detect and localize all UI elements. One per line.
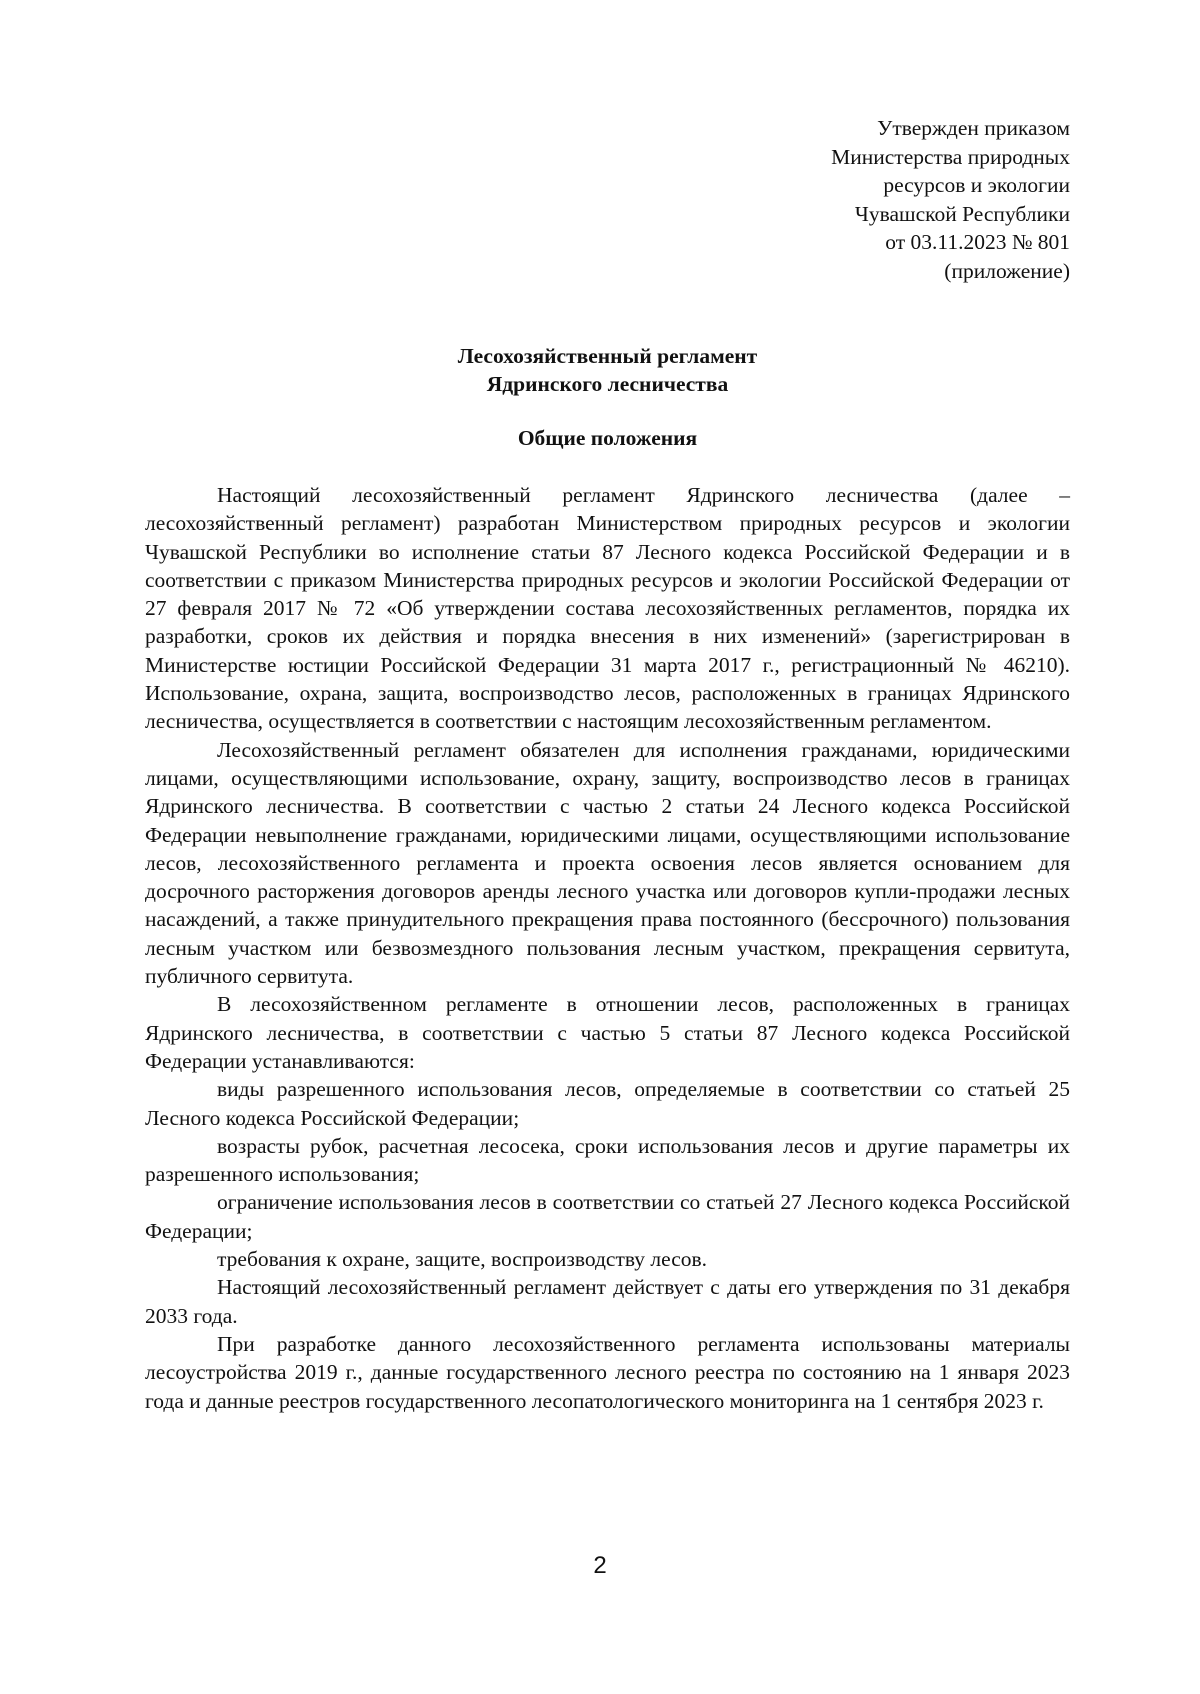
list-item-paragraph: виды разрешенного использования лесов, определяемые в соответствии со статьей 25 Лесного кодекса Российской Федерации; bbox=[145, 1077, 1070, 1130]
paragraph: Лесохозяйственный регламент обязателен для исполнения гражданами, юридическими лицами, осуществляющими использование, охрану, защиту, воспроизводство лесов в границах Ядринского лесничества. В соответствии с частью 2 статьи 24 Лесного кодекса Российской Федерации невыполнение гражданами, юридическими лицами, осуществляющими использование лесов, лесохозяйственного регламента и проекта освоения лесов является основанием для досрочного расторжения договоров аренды лесного участка или договоров купли-продажи лесных насаждений, а также принудительного прекращения права постоянного (бессрочного) пользования лесным участком или безвозмездного пользования лесным участком, прекращения сервитута, публичного сервитута. bbox=[145, 737, 1070, 989]
section-heading: Общие положения bbox=[517, 426, 698, 450]
paragraph: Настоящий лесохозяйственный регламент действует с даты его утверждения по 31 декабря 2033 года. bbox=[145, 1275, 1070, 1328]
paragraph: В лесохозяйственном регламенте в отношении лесов, расположенных в границах Ядринского лесничества, в соответствии с частью 5 статьи 87 Лесного кодекса Российской Федерации устанавливаются: bbox=[145, 992, 1070, 1073]
document-body bbox=[145, 481, 1070, 1415]
paragraph: Настоящий лесохозяйственный регламент Ядринского лесничества (далее – лесохозяйственный регламент) разработан Министерством природных ресурсов и экологии Чувашской Республики во исполнение статьи 87 Лесного кодекса Российской Федерации и в соответствии с приказом Министерства природных ресурсов и экологии Российской Федерации от 27 февраля 2017 № 72 «Об утверждении состава лесохозяйственных регламентов, порядка их разработки, сроков их действия и порядка внесения в них изменений» (зарегистрирован в Министерстве юстиции Российской Федерации 31 марта 2017 г., регистрационный № 46210). Использование, охрана, защита, воспроизводство лесов, расположенных в границах Ядринского лесничества, осуществляется в соответствии с настоящим лесохозяйственным регламентом. bbox=[145, 483, 1070, 734]
list-item-paragraph: ограничение использования лесов в соответствии со статьей 27 Лесного кодекса Российской Федерации; bbox=[145, 1190, 1070, 1243]
title-line-2: Ядринского лесничества bbox=[486, 372, 729, 396]
document-title bbox=[145, 342, 1070, 398]
title-line-1: Лесохозяйственный регламент bbox=[457, 344, 758, 368]
approval-line: Чувашской Республики bbox=[854, 201, 1070, 226]
approval-line: от 03.11.2023 № 801 bbox=[885, 230, 1070, 254]
list-item-paragraph: возрасты рубок, расчетная лесосека, сроки использования лесов и другие параметры их разрешенного использования; bbox=[145, 1133, 1070, 1187]
approval-line: Утвержден приказом bbox=[877, 116, 1070, 140]
approval-line: ресурсов и экологии bbox=[883, 173, 1070, 197]
list-item-paragraph: требования к охране, защите, воспроизводству лесов. bbox=[217, 1247, 708, 1272]
approval-line: Министерства природных bbox=[831, 144, 1070, 169]
approval-stamp bbox=[831, 114, 1070, 285]
paragraph: При разработке данного лесохозяйственного регламента использованы материалы лесоустройства 2019 г., данные государственного лесного реестра по состоянию на 1 января 2023 года и данные реестров государственного лесопатологического мониторинга на 1 сентября 2023 г. bbox=[145, 1331, 1070, 1413]
page-number: 2 bbox=[593, 1552, 607, 1579]
approval-line: (приложение) bbox=[944, 258, 1070, 283]
